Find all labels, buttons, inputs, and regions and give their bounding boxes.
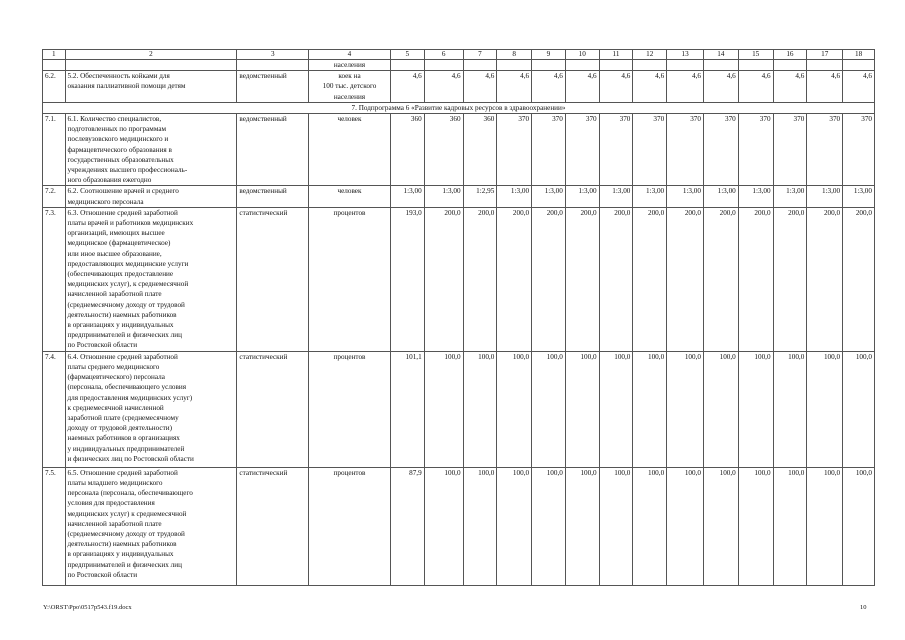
indicator-row bbox=[43, 186, 875, 207]
indicator-value: 4,6 bbox=[599, 71, 633, 103]
indicator-value: 1:3,00 bbox=[599, 186, 633, 207]
indicator-unit: процентов bbox=[309, 467, 391, 585]
indicator-value: 370 bbox=[667, 114, 704, 186]
indicator-source: статистический bbox=[237, 351, 309, 467]
indicator-value: 1:3,00 bbox=[633, 186, 667, 207]
indicator-value: 100,0 bbox=[532, 467, 566, 585]
column-number: 8 bbox=[497, 50, 532, 60]
indicator-value: 370 bbox=[807, 114, 843, 186]
indicator-value: 1:2,95 bbox=[463, 186, 497, 207]
indicator-row bbox=[43, 207, 875, 351]
indicator-value: 360 bbox=[463, 114, 497, 186]
carryover-empty-cell bbox=[497, 60, 532, 71]
indicator-value: 370 bbox=[599, 114, 633, 186]
column-number: 11 bbox=[599, 50, 633, 60]
indicator-value: 100,0 bbox=[843, 351, 875, 467]
carryover-row bbox=[43, 60, 875, 71]
column-number-row bbox=[43, 50, 875, 60]
section-title: 7. Подпрограмма 6 «Развитие кадровых ресурсов в здравоохранении» bbox=[43, 102, 875, 113]
indicator-value: 4,6 bbox=[738, 71, 773, 103]
row-number: 7.2. bbox=[43, 186, 66, 207]
carryover-unit-cell: населения bbox=[309, 60, 391, 71]
indicator-value: 4,6 bbox=[532, 71, 566, 103]
indicator-name: 6.2. Соотношение врачей и среднего медицинского персонала bbox=[65, 186, 237, 207]
indicator-value: 100,0 bbox=[532, 351, 566, 467]
indicator-value: 4,6 bbox=[633, 71, 667, 103]
indicator-value: 100,0 bbox=[843, 467, 875, 585]
indicator-value: 100,0 bbox=[463, 351, 497, 467]
indicator-value: 100,0 bbox=[807, 351, 843, 467]
indicator-value: 100,0 bbox=[633, 351, 667, 467]
carryover-empty-cell bbox=[703, 60, 738, 71]
indicator-unit: коек на 100 тыс. детского населения bbox=[309, 71, 391, 103]
row-number: 7.3. bbox=[43, 207, 66, 351]
indicator-value: 100,0 bbox=[703, 351, 738, 467]
indicator-value: 4,6 bbox=[390, 71, 424, 103]
indicator-value: 200,0 bbox=[633, 207, 667, 351]
indicator-value: 100,0 bbox=[703, 467, 738, 585]
column-number: 3 bbox=[237, 50, 309, 60]
indicator-value: 200,0 bbox=[532, 207, 566, 351]
indicator-value: 200,0 bbox=[703, 207, 738, 351]
indicator-table bbox=[42, 49, 875, 586]
indicator-value: 1:3,00 bbox=[667, 186, 704, 207]
indicator-value: 100,0 bbox=[599, 467, 633, 585]
indicator-row bbox=[43, 114, 875, 186]
indicator-value: 200,0 bbox=[599, 207, 633, 351]
indicator-value: 101,1 bbox=[390, 351, 424, 467]
row-number: 7.4. bbox=[43, 351, 66, 467]
indicator-value: 200,0 bbox=[424, 207, 463, 351]
column-number: 12 bbox=[633, 50, 667, 60]
indicator-value: 100,0 bbox=[424, 351, 463, 467]
column-number: 13 bbox=[667, 50, 704, 60]
carryover-empty-cell bbox=[43, 60, 66, 71]
indicator-value: 100,0 bbox=[667, 467, 704, 585]
indicator-name: 6.5. Отношение средней заработной платы младшего медицинского персонала (персонала, обеспечивающего условия для предоставления медицинских услуг) к среднемесячной начисленной заработной плате (среднемесячному доходу от трудовой деятельности) наемных работников в организациях у индивидуальных предпринимателей и физических лиц по Ростовской области bbox=[65, 467, 237, 585]
carryover-empty-cell bbox=[633, 60, 667, 71]
carryover-empty-cell bbox=[807, 60, 843, 71]
indicator-value: 200,0 bbox=[738, 207, 773, 351]
column-number: 9 bbox=[532, 50, 566, 60]
indicator-value: 370 bbox=[703, 114, 738, 186]
indicator-source: статистический bbox=[237, 467, 309, 585]
indicator-unit: процентов bbox=[309, 207, 391, 351]
indicator-value: 100,0 bbox=[773, 351, 807, 467]
row-number: 6.2. bbox=[43, 71, 66, 103]
indicator-row bbox=[43, 467, 875, 585]
indicator-unit: человек bbox=[309, 186, 391, 207]
indicator-value: 1:3,00 bbox=[843, 186, 875, 207]
column-number: 10 bbox=[565, 50, 599, 60]
indicator-value: 4,6 bbox=[703, 71, 738, 103]
indicator-value: 360 bbox=[424, 114, 463, 186]
column-number: 15 bbox=[738, 50, 773, 60]
indicator-value: 1:3,00 bbox=[703, 186, 738, 207]
indicator-unit: процентов bbox=[309, 351, 391, 467]
indicator-value: 1:3,00 bbox=[738, 186, 773, 207]
indicator-value: 1:3,00 bbox=[497, 186, 532, 207]
carryover-empty-cell bbox=[390, 60, 424, 71]
indicator-value: 200,0 bbox=[667, 207, 704, 351]
indicator-value: 370 bbox=[843, 114, 875, 186]
indicator-value: 370 bbox=[738, 114, 773, 186]
indicator-source: статистический bbox=[237, 207, 309, 351]
indicator-value: 4,6 bbox=[807, 71, 843, 103]
column-number: 1 bbox=[43, 50, 66, 60]
column-number: 17 bbox=[807, 50, 843, 60]
indicator-source: ведомственный bbox=[237, 114, 309, 186]
indicator-value: 100,0 bbox=[633, 467, 667, 585]
indicator-value: 1:3,00 bbox=[424, 186, 463, 207]
indicator-value: 4,6 bbox=[565, 71, 599, 103]
indicator-name: 5.2. Обеспеченность койками для оказания паллиативной помощи детям bbox=[65, 71, 237, 103]
column-number: 6 bbox=[424, 50, 463, 60]
indicator-row bbox=[43, 351, 875, 467]
indicator-unit: человек bbox=[309, 114, 391, 186]
indicator-value: 4,6 bbox=[667, 71, 704, 103]
indicator-value: 1:3,00 bbox=[807, 186, 843, 207]
carryover-empty-cell bbox=[424, 60, 463, 71]
indicator-value: 4,6 bbox=[843, 71, 875, 103]
indicator-value: 4,6 bbox=[773, 71, 807, 103]
indicator-value: 100,0 bbox=[497, 467, 532, 585]
indicator-value: 200,0 bbox=[463, 207, 497, 351]
footer-page-number: 10 bbox=[860, 604, 867, 611]
indicator-name: 6.3. Отношение средней заработной платы врачей и работников медицинских организаций, имеющих высшее медицинское (фармацевтическое) или иное высшее образование, предоставляющих медицинские услуги (обеспечивающих предоставление медицинских услуг), к среднемесячной начисленной заработной плате (среднемесячному доходу от трудовой деятельности) наемных работников в организациях у индивидуальных предпринимателей и физических лиц по Ростовской области bbox=[65, 207, 237, 351]
indicator-value: 100,0 bbox=[565, 351, 599, 467]
section-header-row bbox=[43, 102, 875, 113]
carryover-empty-cell bbox=[599, 60, 633, 71]
column-number: 7 bbox=[463, 50, 497, 60]
column-number: 18 bbox=[843, 50, 875, 60]
column-number: 5 bbox=[390, 50, 424, 60]
footer-file-path: Y:\ORST\Ppo\0517p543.f19.docx bbox=[43, 604, 132, 611]
carryover-empty-cell bbox=[65, 60, 237, 71]
indicator-value: 100,0 bbox=[565, 467, 599, 585]
carryover-empty-cell bbox=[463, 60, 497, 71]
indicator-value: 200,0 bbox=[497, 207, 532, 351]
carryover-empty-cell bbox=[667, 60, 704, 71]
row-number: 7.5. bbox=[43, 467, 66, 585]
indicator-value: 200,0 bbox=[773, 207, 807, 351]
column-number: 14 bbox=[703, 50, 738, 60]
indicator-row bbox=[43, 71, 875, 103]
column-number: 16 bbox=[773, 50, 807, 60]
indicator-value: 87,9 bbox=[390, 467, 424, 585]
indicator-value: 100,0 bbox=[463, 467, 497, 585]
indicator-value: 1:3,00 bbox=[390, 186, 424, 207]
indicator-value: 100,0 bbox=[424, 467, 463, 585]
indicator-name: 6.1. Количество специалистов, подготовленных по программам послевузовского медицинского и фармацевтического образования в государственных образовательных учреждениях высшего профессиональ- ного образования ежегодно bbox=[65, 114, 237, 186]
indicator-source: ведомственный bbox=[237, 186, 309, 207]
indicator-value: 4,6 bbox=[424, 71, 463, 103]
indicator-value: 100,0 bbox=[773, 467, 807, 585]
carryover-empty-cell bbox=[532, 60, 566, 71]
indicator-value: 370 bbox=[565, 114, 599, 186]
indicator-value: 360 bbox=[390, 114, 424, 186]
indicator-value: 200,0 bbox=[565, 207, 599, 351]
indicator-value: 100,0 bbox=[738, 467, 773, 585]
column-number: 4 bbox=[309, 50, 391, 60]
indicator-source: ведомственный bbox=[237, 71, 309, 103]
carryover-empty-cell bbox=[843, 60, 875, 71]
indicator-value: 100,0 bbox=[497, 351, 532, 467]
carryover-empty-cell bbox=[738, 60, 773, 71]
column-number: 2 bbox=[65, 50, 237, 60]
carryover-empty-cell bbox=[565, 60, 599, 71]
indicator-value: 370 bbox=[633, 114, 667, 186]
indicator-value: 100,0 bbox=[667, 351, 704, 467]
indicator-value: 200,0 bbox=[843, 207, 875, 351]
indicator-value: 200,0 bbox=[807, 207, 843, 351]
indicator-value: 370 bbox=[497, 114, 532, 186]
indicator-table-sheet bbox=[42, 49, 875, 586]
indicator-value: 1:3,00 bbox=[565, 186, 599, 207]
indicator-value: 1:3,00 bbox=[532, 186, 566, 207]
indicator-value: 370 bbox=[532, 114, 566, 186]
indicator-value: 4,6 bbox=[463, 71, 497, 103]
row-number: 7.1. bbox=[43, 114, 66, 186]
indicator-value: 4,6 bbox=[497, 71, 532, 103]
carryover-empty-cell bbox=[237, 60, 309, 71]
indicator-value: 193,0 bbox=[390, 207, 424, 351]
indicator-value: 370 bbox=[773, 114, 807, 186]
indicator-value: 100,0 bbox=[599, 351, 633, 467]
carryover-empty-cell bbox=[773, 60, 807, 71]
indicator-value: 100,0 bbox=[807, 467, 843, 585]
indicator-value: 1:3,00 bbox=[773, 186, 807, 207]
indicator-name: 6.4. Отношение средней заработной платы среднего медицинского (фармацевтического) персонала (персонала, обеспечивающего условия для предоставления медицинских услуг) к среднемесячной начисленной заработной плате (среднемесячному доходу от трудовой деятельности) наемных работников в организациях у индивидуальных предпринимателей и физических лиц по Ростовской области bbox=[65, 351, 237, 467]
indicator-value: 100,0 bbox=[738, 351, 773, 467]
